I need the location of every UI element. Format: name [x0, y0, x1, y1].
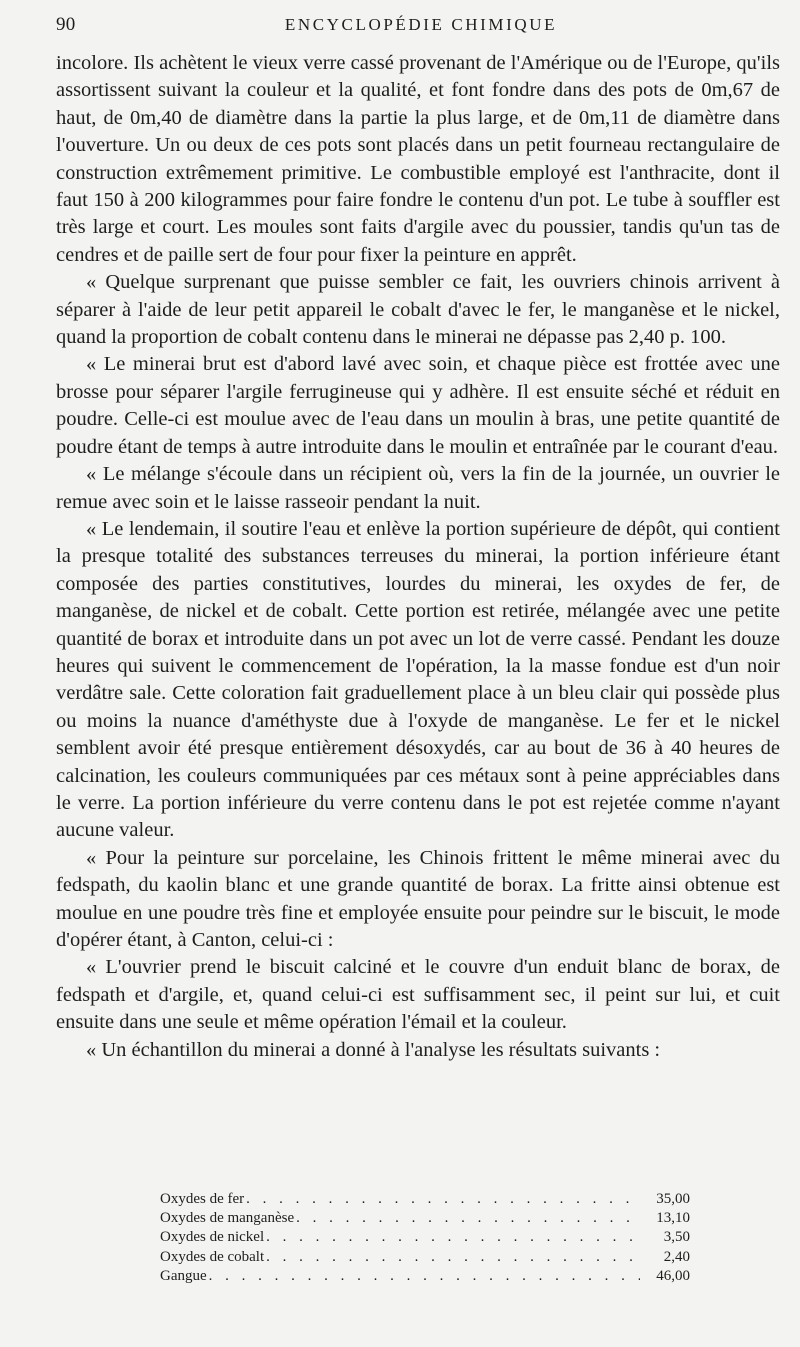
- dot-leader: [246, 1190, 640, 1209]
- paragraph: « Le lendemain, il soutire l'eau et enlève la portion supérieure de dépôt, qui contient la presque totalité des substances terreuses du minerai, la portion inférieure étant composée des parties constitutives, lourdes du minerai, les oxydes de fer, de manganèse, de nickel et de cobalt. Cette portion est retirée, mélangée avec une petite quantité de borax et introduite dans un pot avec un lot de verre cassé. Pendant les douze heures qui suivent le commencement de l'opération, la la masse fondue est d'un noir verdâtre sale. Cette coloration fait graduellement place à un bleu clair qui possède plus ou moins la nuance d'améthyste due à l'oxyde de manganèse. Le fer et le nickel semblent avoir été presque entièrement désoxydés, car au bout de 36 à 40 heures de calcination, les couleurs communiquées par ces métaux sont à peine appréciables dans le verre. La portion inférieure du verre contenu dans le pot est rejetée comme n'ayant aucune valeur.: [56, 517, 780, 842]
- analysis-table: [160, 1190, 690, 1286]
- paragraph: « Quelque surprenant que puisse sembler ce fait, les ouvriers chinois arrivent à séparer à l'aide de leur petit appareil le cobalt d'avec le fer, le manganèse et le nickel, quand la proportion de cobalt contenu dans le minerai ne dépasse pas 2,40 p. 100.: [56, 271, 780, 349]
- paragraph: « Un échantillon du minerai a donné à l'analyse les résultats suivants :: [86, 1038, 661, 1061]
- dot-leader: [266, 1248, 640, 1267]
- analysis-label: Oxydes de nickel: [160, 1229, 265, 1246]
- analysis-row: [160, 1190, 690, 1209]
- analysis-value: 2,40: [663, 1248, 690, 1265]
- analysis-label: Oxydes de cobalt: [160, 1248, 265, 1265]
- analysis-value: 35,00: [656, 1191, 690, 1207]
- paragraph: « L'ouvrier prend le biscuit calciné et le couvre d'un enduit blanc de borax, de fedspath et d'argile, et, quand celui-ci est suffisamment sec, il peint sur lui, et cuit ensuite dans une seule et même opération l'émail et la couleur.: [56, 956, 780, 1034]
- analysis-label: Oxydes de manganèse: [160, 1210, 295, 1227]
- analysis-row: [160, 1267, 690, 1286]
- analysis-value: 3,50: [663, 1229, 690, 1246]
- paragraph: « Le minerai brut est d'abord lavé avec soin, et chaque pièce est frottée avec une brosse pour séparer l'argile ferrugineuse qui y adhère. Il est ensuite séché et réduit en poudre. Celle-ci est moulue avec de l'eau dans un moulin à bras, une petite quantité de poudre étant de temps à autre introduite dans le moulin et entraînée par le courant d'eau.: [56, 353, 780, 458]
- analysis-row: [160, 1209, 690, 1228]
- paragraph: « Le mélange s'écoule dans un récipient où, vers la fin de la journée, un ouvrier le remue avec soin et le laisse rasseoir pendant la nuit.: [56, 463, 780, 513]
- analysis-row: [160, 1228, 690, 1247]
- dot-leader: [266, 1228, 640, 1247]
- paragraph-continuation: incolore. Ils achètent le vieux verre cassé provenant de l'Amérique ou de l'Europe, qu'ils assortissent suivant la couleur et la qualité, et font fondre dans des pots de 0m,67 de haut, de 0m,40 de diamètre dans la partie la plus large, et de 0m,11 de diamètre dans l'ouverture. Un ou deux de ces pots sont placés dans un petit fourneau rectangulaire de construction extrêmement primitive. Le combustible employé est l'anthracite, dont il faut 150 à 200 kilogrammes pour faire fondre le contenu d'un pot. Le tube à souffler est très large et court. Les moules sont faits d'argile avec du poussier, tandis qu'un tas de cendres et de paille sert de four pour fixer la peinture en apprêt.: [56, 52, 780, 266]
- running-title: ENCYCLOPÉDIE CHIMIQUE: [284, 15, 558, 34]
- page-header: [56, 10, 786, 40]
- analysis-label: Gangue: [160, 1267, 207, 1284]
- paragraph: « Pour la peinture sur porcelaine, les Chinois frittent le même minerai avec du fedspath, du kaolin blanc et une grande quantité de borax. La fritte ainsi obtenue est moulue en une poudre très fine et employée ensuite pour peindre sur le biscuit, le mode d'opérer étant, à Canton, celui-ci :: [56, 846, 780, 951]
- analysis-label: Oxydes de fer: [160, 1191, 245, 1207]
- dot-leader: [209, 1267, 640, 1286]
- body-text: [56, 50, 780, 1064]
- dot-leader: [296, 1209, 640, 1228]
- page-number: 90: [56, 14, 76, 35]
- analysis-value: 13,10: [656, 1210, 690, 1227]
- analysis-row: [160, 1248, 690, 1267]
- analysis-value: 46,00: [656, 1267, 690, 1284]
